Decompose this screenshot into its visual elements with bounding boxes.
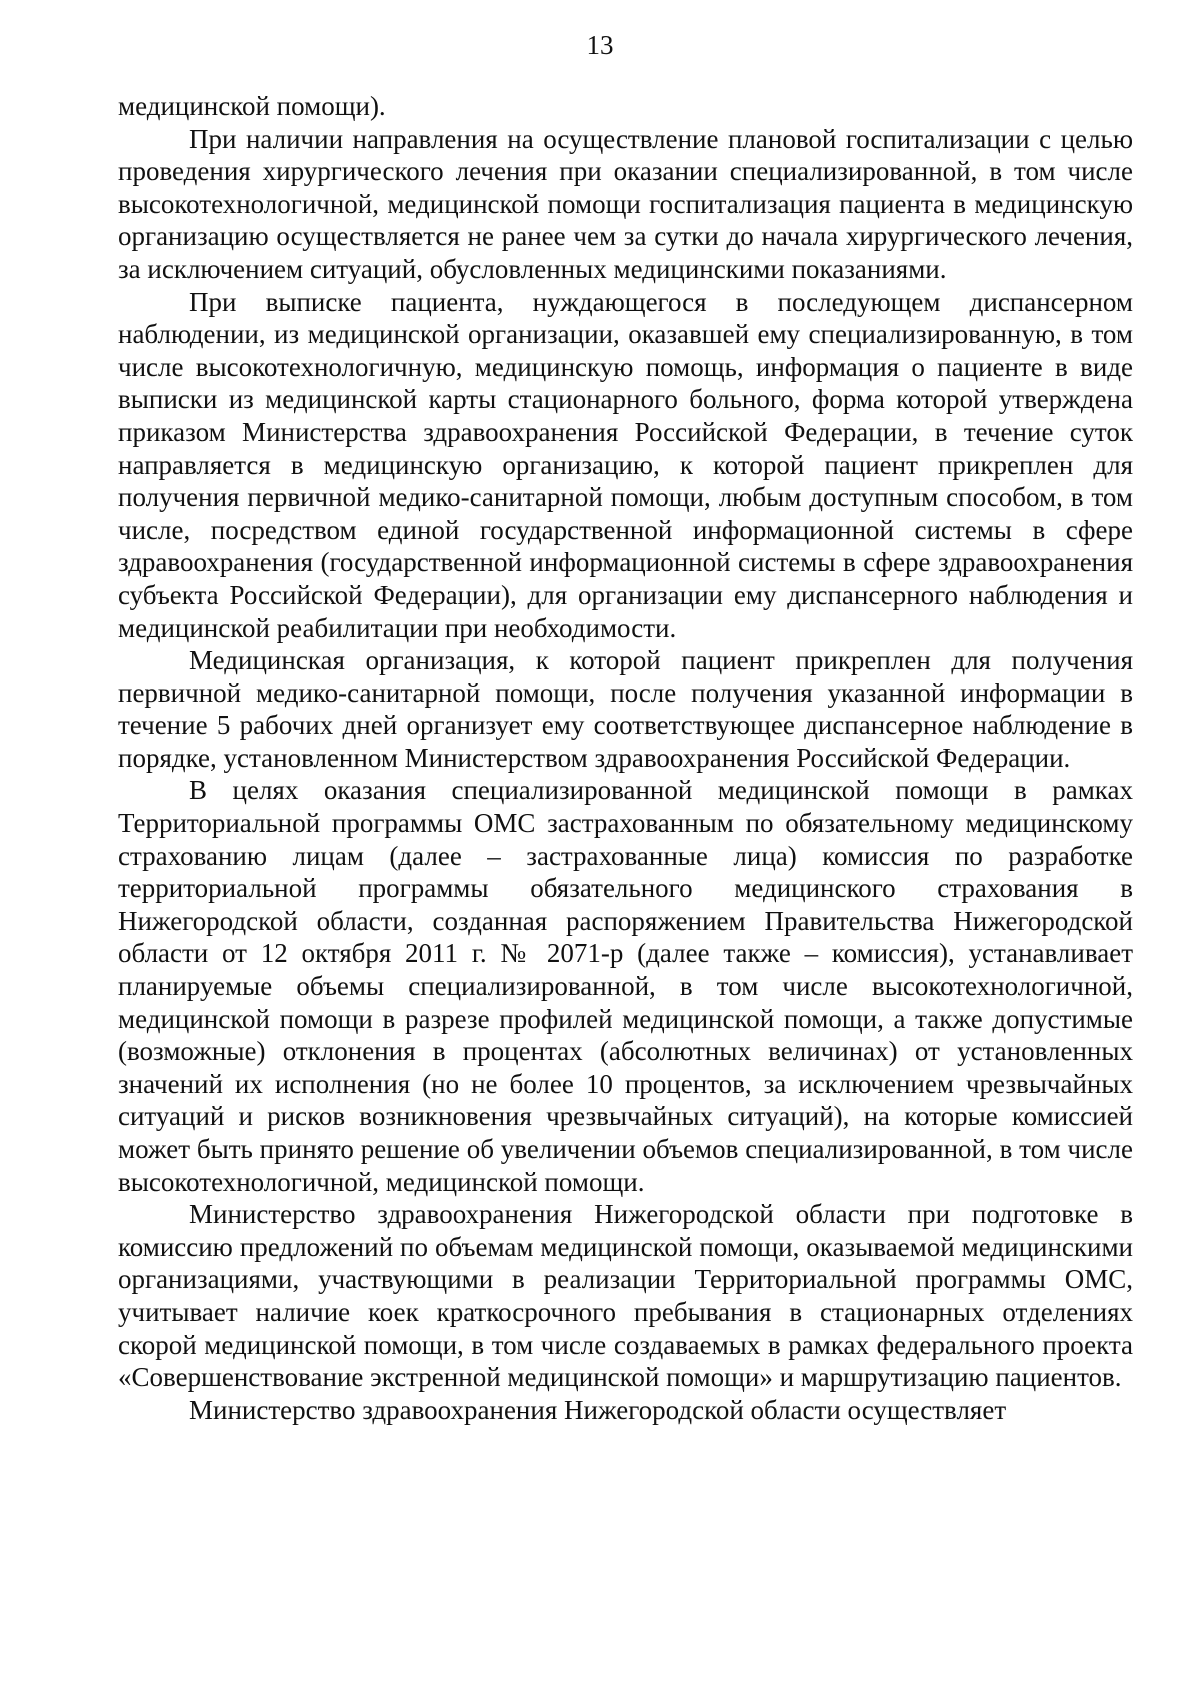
paragraph-3: При выписке пациента, нуждающегося в последующем диспансерном наблюдении, из медицинской организации, оказавшей ему специализированную, в том числе высокотехнологичную, медицинскую помощь, информация о пациенте в виде выписки из медицинской карты стационарного больного, форма которой утверждена приказом Министерства здравоохранения Российской Федерации, в течение суток направляется в медицинскую организацию, к которой пациент прикреплен для получения первичной медико-санитарной помощи, любым доступным способом, в том числе, посредством единой государственной информационной системы в сфере здравоохранения (государственной информационной системы в сфере здравоохранения субъекта Российской Федерации), для организации ему диспансерного наблюдения и медицинской реабилитации при необходимости. bbox=[118, 286, 1133, 643]
document-body bbox=[118, 90, 1133, 1426]
paragraph-5: В целях оказания специализированной медицинской помощи в рамках Территориальной программы ОМС застрахованным по обязательному медицинскому страхованию лицам (далее – застрахованные лица) комиссия по разработке территориальной программы обязательного медицинского страхования в Нижегородской области, созданная распоряжением Правительства Нижегородской области от 12 октября 2011 г. № 2071-р (далее также – комиссия), устанавливает планируемые объемы специализированной, в том числе высокотехнологичной, медицинской помощи в разрезе профилей медицинской помощи, а также допустимые (возможные) отклонения в процентах (абсолютных величинах) от установленных значений их исполнения (но не более 10 процентов, за исключением чрезвычайных ситуаций и рисков возникновения чрезвычайных ситуаций), на которые комиссией может быть принято решение об увеличении объемов специализированной, в том числе высокотехнологичной, медицинской помощи. bbox=[118, 775, 1133, 1197]
paragraph-6: Министерство здравоохранения Нижегородской области при подготовке в комиссию предложений по объемам медицинской помощи, оказываемой медицинскими организациями, участвующими в реализации Территориальной программы ОМС, учитывает наличие коек краткосрочного пребывания в стационарных отделениях скорой медицинской помощи, в том числе создаваемых в рамках федерального проекта «Совершенствование экстренной медицинской помощи» и маршрутизацию пациентов. bbox=[118, 1199, 1133, 1393]
paragraph-2: При наличии направления на осуществление плановой госпитализации с целью проведения хирургического лечения при оказании специализированной, в том числе высокотехнологичной, медицинской помощи госпитализация пациента в медицинскую организацию осуществляется не ранее чем за сутки до начала хирургического лечения, за исключением ситуаций, обусловленных медицинскими показаниями. bbox=[118, 123, 1133, 284]
paragraph-1: медицинской помощи). bbox=[118, 91, 386, 121]
page-number: 13 bbox=[586, 30, 614, 60]
paragraph-4: Медицинская организация, к которой пациент прикреплен для получения первичной медико-санитарной помощи, после получения указанной информации в течение 5 рабочих дней организует ему соответствующее диспансерное наблюдение в порядке, установленном Министерством здравоохранения Российской Федерации. bbox=[118, 645, 1133, 773]
paragraph-7: Министерство здравоохранения Нижегородской области осуществляет bbox=[189, 1394, 1007, 1425]
